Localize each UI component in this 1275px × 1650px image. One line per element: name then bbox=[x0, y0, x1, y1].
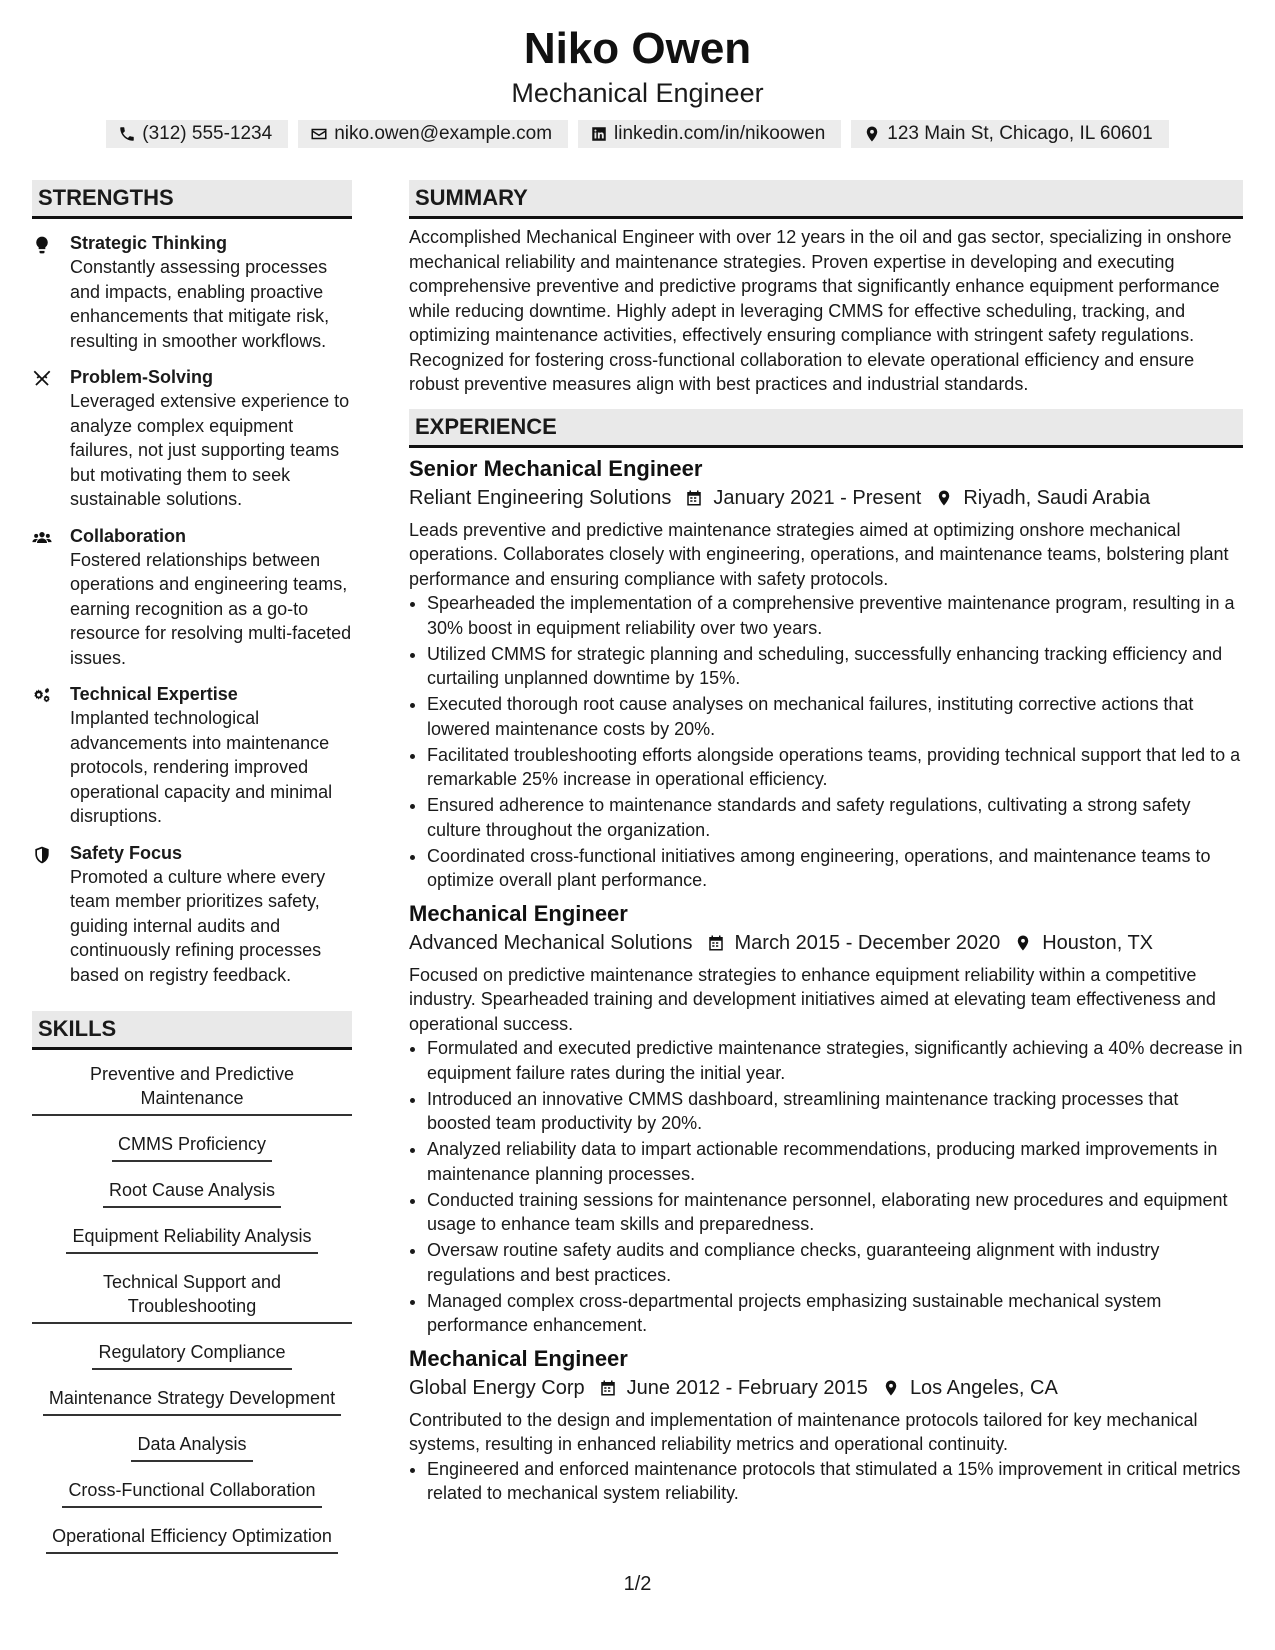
contact-linkedin[interactable] bbox=[578, 120, 841, 148]
map-pin-icon bbox=[882, 1379, 900, 1397]
skill-tag: Maintenance Strategy Development bbox=[43, 1386, 341, 1416]
contact-bar bbox=[0, 120, 1275, 148]
map-pin-icon bbox=[863, 125, 881, 143]
bullet-item: • Managed complex cross-departmental projects emphasizing sustainable mechanical system performance enhancement. bbox=[427, 1289, 1243, 1338]
strength-desc: Promoted a culture where every team member prioritizes safety, guiding internal audits and continuously refining processes based on registry feedback. bbox=[70, 866, 326, 985]
job-description: Leads preventive and predictive maintenance strategies aimed at optimizing onshore mechanical operations. Collaborates closely with engineering, operations, and maintenance teams, bolstering plant performance and ensuring compliance with safety protocols. bbox=[409, 519, 1229, 589]
job-location: Riyadh, Saudi Arabia bbox=[963, 486, 1151, 509]
job-title: Mechanical Engineer bbox=[409, 1345, 628, 1371]
skill-tag: CMMS Proficiency bbox=[112, 1132, 272, 1162]
job-description: Contributed to the design and implementation of maintenance protocols tailored for key mechanical systems, resulting in enhanced reliability metrics and operational continuity. bbox=[409, 1409, 1198, 1454]
skills-list bbox=[32, 1050, 352, 1570]
strengths-heading: STRENGTHS bbox=[32, 180, 352, 219]
strength-item bbox=[32, 841, 352, 988]
skill-tag: Equipment Reliability Analysis bbox=[66, 1224, 317, 1254]
job-company: Global Energy Corp bbox=[409, 1376, 585, 1399]
skill-tag: Regulatory Compliance bbox=[92, 1340, 291, 1370]
strength-title: Strategic Thinking bbox=[70, 233, 228, 253]
resume-header bbox=[0, 0, 1275, 148]
strength-desc: Constantly assessing processes and impacts, enabling proactive enhancements that mitigate risk, resulting in smoother workflows. bbox=[70, 257, 330, 351]
job-bullets bbox=[409, 591, 1243, 893]
job-entry bbox=[409, 454, 1243, 893]
skill-tag: Operational Efficiency Optimization bbox=[46, 1524, 338, 1554]
map-pin-icon bbox=[1014, 934, 1032, 952]
strength-title: Technical Expertise bbox=[70, 684, 238, 704]
job-entry bbox=[409, 899, 1243, 1338]
strengths-list bbox=[32, 231, 352, 987]
contact-phone[interactable] bbox=[106, 120, 288, 148]
calendar-icon bbox=[599, 1379, 617, 1397]
gears-icon bbox=[32, 686, 52, 706]
strength-desc: Implanted technological advancements into maintenance protocols, rendering improved operational capacity and minimal disruptions. bbox=[70, 708, 333, 826]
shield-icon bbox=[32, 845, 52, 865]
skill-tag: Cross-Functional Collaboration bbox=[62, 1478, 321, 1508]
candidate-name: Niko Owen bbox=[523, 24, 752, 73]
tools-icon bbox=[32, 369, 52, 389]
skills-heading: SKILLS bbox=[32, 1011, 352, 1050]
job-dates: January 2021 - Present bbox=[713, 486, 922, 509]
strength-item bbox=[32, 231, 352, 353]
page-number: 1/2 bbox=[623, 1573, 652, 1595]
strength-item bbox=[32, 682, 352, 829]
contact-linkedin-text: linkedin.com/in/nikoowen bbox=[614, 123, 826, 144]
bullet-item: • Utilized CMMS for strategic planning and scheduling, successfully enhancing tracking efficiency and curtailing unplanned downtime by 15%. bbox=[427, 642, 1243, 691]
contact-address bbox=[851, 120, 1168, 148]
phone-icon bbox=[118, 125, 136, 143]
job-company: Reliant Engineering Solutions bbox=[409, 486, 672, 509]
strength-title: Problem-Solving bbox=[70, 367, 214, 387]
contact-address-text: 123 Main St, Chicago, IL 60601 bbox=[887, 123, 1153, 144]
map-pin-icon bbox=[935, 489, 953, 507]
skill-tag: Technical Support and Troubleshooting bbox=[32, 1270, 352, 1324]
job-bullets bbox=[409, 1036, 1243, 1338]
contact-email[interactable] bbox=[298, 120, 568, 148]
skill-tag: Data Analysis bbox=[131, 1432, 252, 1462]
bullet-item: • Executed thorough root cause analyses on mechanical failures, instituting corrective actions that lowered maintenance costs by 20%. bbox=[427, 692, 1243, 741]
strength-title: Collaboration bbox=[70, 525, 186, 546]
left-column bbox=[32, 180, 352, 1570]
bullet-item: • Oversaw routine safety audits and compliance checks, guaranteeing alignment with industry regulations and best practices. bbox=[427, 1238, 1243, 1287]
job-bullets bbox=[409, 1457, 1243, 1506]
job-title: Senior Mechanical Engineer bbox=[409, 455, 703, 481]
linkedin-icon bbox=[590, 125, 608, 143]
strength-item bbox=[32, 365, 352, 512]
right-column bbox=[409, 180, 1243, 1507]
skill-tag: Preventive and Predictive Maintenance bbox=[32, 1062, 352, 1116]
strength-title: Safety Focus bbox=[70, 842, 183, 863]
bullet-item: • Spearheaded the implementation of a comprehensive preventive maintenance program, resulting in a 30% boost in equipment reliability over two years. bbox=[427, 591, 1243, 640]
strength-desc: Leveraged extensive experience to analyze complex equipment failures, not just supporting teams but motivating them to seek sustainable solutions. bbox=[70, 391, 350, 509]
summary-text: Accomplished Mechanical Engineer with over 12 years in the oil and gas sector, specializing in onshore mechanical reliability and maintenance strategies. Proven expertise in developing and executing comprehensive preventive and predictive programs that significantly enhance equipment performance while reducing downtime. Highly adept in leveraging CMMS for effective scheduling, tracking, and optimizing maintenance activities, effectively ensuring compliance with stringent safety regulations. Recognized for fostering cross-functional collaboration to elevate operational efficiency and ensure robust preventive measures align with best practices and industrial standards. bbox=[409, 227, 1232, 394]
job-company: Advanced Mechanical Solutions bbox=[409, 931, 693, 954]
bullet-item: • Facilitated troubleshooting efforts alongside operations teams, providing technical support that led to a remarkable 25% increase in operational efficiency. bbox=[427, 743, 1243, 792]
users-icon bbox=[32, 528, 52, 548]
job-dates: March 2015 - December 2020 bbox=[734, 931, 1001, 954]
contact-email-text: niko.owen@example.com bbox=[334, 123, 553, 144]
bullet-item: • Conducted training sessions for maintenance personnel, elaborating new procedures and equipment usage to enhance team skills and preparedness. bbox=[427, 1188, 1243, 1237]
calendar-icon bbox=[685, 489, 703, 507]
bullet-item: • Formulated and executed predictive maintenance strategies, significantly achieving a 40% decrease in equipment failure rates during the initial year. bbox=[427, 1036, 1243, 1085]
strength-item bbox=[32, 524, 352, 671]
experience-heading: EXPERIENCE bbox=[409, 409, 1243, 448]
summary-heading: SUMMARY bbox=[409, 180, 1243, 219]
job-entry bbox=[409, 1344, 1243, 1506]
bullet-item: • Analyzed reliability data to impart actionable recommendations, producing marked improvements in maintenance planning processes. bbox=[427, 1137, 1243, 1186]
job-description: Focused on predictive maintenance strategies to enhance equipment reliability within a competitive industry. Spearheaded training and development initiatives aimed at elevating team effectiveness and operational success. bbox=[409, 964, 1216, 1034]
job-dates: June 2012 - February 2015 bbox=[626, 1376, 868, 1399]
job-title: Mechanical Engineer bbox=[409, 900, 628, 926]
envelope-icon bbox=[310, 125, 328, 143]
candidate-title: Mechanical Engineer bbox=[511, 78, 764, 108]
skill-tag: Root Cause Analysis bbox=[103, 1178, 281, 1208]
strength-desc: Fostered relationships between operations and engineering teams, earning recognition as a go-to resource for resolving multi-faceted issues. bbox=[70, 549, 352, 668]
job-meta bbox=[409, 484, 1243, 512]
job-location: Houston, TX bbox=[1042, 931, 1154, 954]
bullet-item: • Coordinated cross-functional initiatives among engineering, operations, and maintenance teams to optimize overall plant performance. bbox=[427, 844, 1243, 893]
bullet-item: • Engineered and enforced maintenance protocols that stimulated a 15% improvement in critical metrics related to mechanical system reliability. bbox=[427, 1457, 1243, 1506]
contact-phone-text: (312) 555-1234 bbox=[142, 123, 273, 144]
calendar-icon bbox=[707, 934, 725, 952]
job-meta bbox=[409, 1374, 1243, 1402]
job-location: Los Angeles, CA bbox=[909, 1376, 1058, 1399]
lightbulb-icon bbox=[32, 235, 52, 255]
bullet-item: • Introduced an innovative CMMS dashboard, streamlining maintenance tracking processes that boosted team productivity by 20%. bbox=[427, 1087, 1243, 1136]
job-meta bbox=[409, 929, 1243, 957]
bullet-item: • Ensured adherence to maintenance standards and safety regulations, cultivating a strong safety culture throughout the organization. bbox=[427, 793, 1243, 842]
